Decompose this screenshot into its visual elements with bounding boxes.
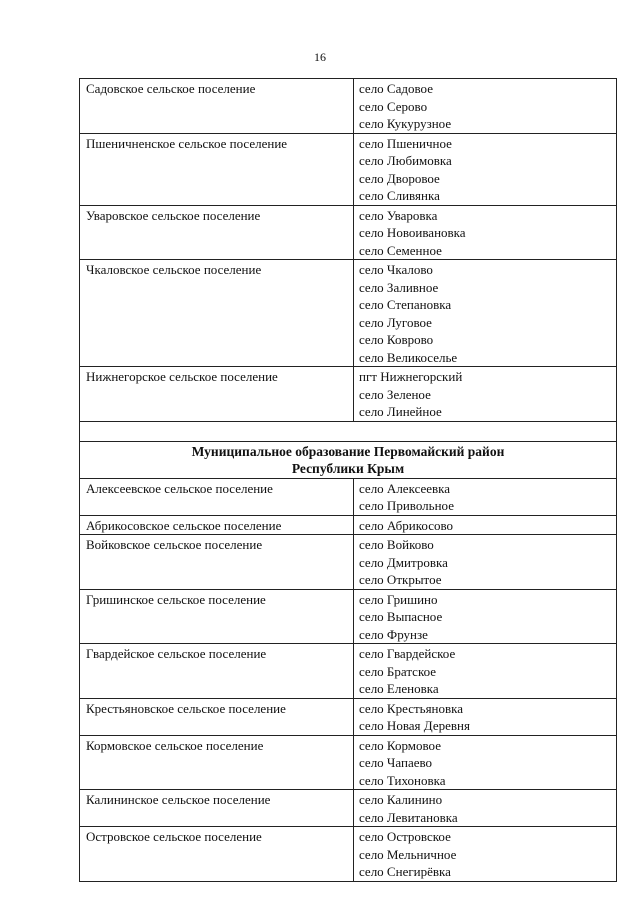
settlement-name: Нижнегорское сельское поселение	[80, 367, 354, 422]
section-heading-row	[80, 441, 617, 478]
village-item: село Степановка	[359, 297, 452, 312]
village-item: село Семенное	[359, 242, 442, 258]
village-list	[354, 735, 617, 790]
village-item: село Зеленое	[359, 386, 431, 402]
village-item: село Пшеничное	[359, 135, 452, 151]
settlement-name: Войковское сельское поселение	[80, 535, 354, 590]
table-row	[80, 367, 617, 422]
section-heading	[80, 441, 617, 478]
village-item: село Еленовка	[359, 681, 439, 696]
table-row	[80, 515, 617, 535]
village-item: село Фрунзе	[359, 626, 428, 642]
settlement-name: Уваровское сельское поселение	[80, 205, 354, 260]
table-row	[80, 735, 617, 790]
village-item: село Привольное	[359, 498, 454, 513]
settlement-name: Алексеевское сельское поселение	[80, 478, 354, 515]
table-row	[80, 644, 617, 699]
table-row	[80, 698, 617, 735]
table-row	[80, 478, 617, 515]
village-item: село Уваровка	[359, 207, 438, 223]
village-item: село Абрикосово	[359, 517, 454, 533]
village-list	[354, 478, 617, 515]
group1-body	[80, 79, 617, 422]
village-item: село Новоивановка	[359, 225, 466, 240]
settlement-name: Гришинское сельское поселение	[80, 589, 354, 644]
village-item: село Гвардейское	[359, 646, 456, 661]
village-item: село Островское	[359, 829, 451, 844]
table-row	[80, 589, 617, 644]
village-item: село Левитановка	[359, 809, 458, 825]
settlements-table	[79, 78, 617, 882]
settlement-name: Островское сельское поселение	[80, 827, 354, 882]
village-item: село Гришино	[359, 591, 438, 607]
village-list	[354, 535, 617, 590]
table-row	[80, 790, 617, 827]
village-list	[354, 260, 617, 367]
village-item: село Заливное	[359, 279, 439, 295]
village-item: село Калинино	[359, 792, 443, 807]
village-item: село Кукурузное	[359, 116, 452, 131]
settlement-name: Абрикосовское сельское поселение	[80, 515, 354, 535]
village-item: село Выпасное	[359, 609, 443, 624]
village-item: село Луговое	[359, 314, 432, 330]
village-list	[354, 79, 617, 134]
table-row	[80, 133, 617, 205]
settlement-name: Чкаловское сельское поселение	[80, 260, 354, 367]
village-item: село Дмитровка	[359, 554, 448, 570]
village-list	[354, 205, 617, 260]
village-item: село Любимовка	[359, 153, 452, 168]
village-item: село Новая Деревня	[359, 718, 470, 733]
village-list	[354, 790, 617, 827]
village-list	[354, 827, 617, 882]
village-item: село Братское	[359, 663, 437, 679]
table-row	[80, 79, 617, 134]
settlement-name: Пшеничненское сельское поселение	[80, 133, 354, 205]
village-list	[354, 133, 617, 205]
table-row	[80, 205, 617, 260]
village-item: село Коврово	[359, 332, 434, 347]
village-item: село Чкалово	[359, 262, 433, 277]
settlement-name: Кормовское сельское поселение	[80, 735, 354, 790]
group2-body	[80, 478, 617, 881]
village-item: село Открытое	[359, 572, 442, 587]
village-item: село Чапаево	[359, 755, 433, 770]
village-item: село Мельничное	[359, 846, 457, 862]
village-item: село Тихоновка	[359, 772, 446, 788]
settlement-name: Калининское сельское поселение	[80, 790, 354, 827]
village-item: село Кормовое	[359, 737, 441, 753]
section-heading-line2: Республики Крым	[291, 461, 405, 476]
village-item: село Крестьяновка	[359, 700, 464, 716]
village-item: село Алексеевка	[359, 480, 451, 496]
table-row	[80, 535, 617, 590]
settlement-name: Крестьяновское сельское поселение	[80, 698, 354, 735]
settlement-name: Садовское сельское поселение	[80, 79, 354, 134]
village-list	[354, 589, 617, 644]
village-list	[354, 644, 617, 699]
village-item: село Линейное	[359, 404, 442, 419]
village-item: село Садовое	[359, 81, 433, 96]
village-item: село Снегирёвка	[359, 864, 451, 879]
village-item: село Сливянка	[359, 188, 440, 203]
village-list	[354, 367, 617, 422]
village-list	[354, 515, 617, 535]
section-heading-line1: Муниципальное образование Первомайский район	[191, 443, 505, 459]
table-row	[80, 827, 617, 882]
village-item: село Дворовое	[359, 170, 440, 186]
table-row	[80, 260, 617, 367]
settlement-name: Гвардейское сельское поселение	[80, 644, 354, 699]
spacer-row	[80, 421, 617, 441]
village-item: село Войково	[359, 537, 434, 552]
page-number: 16	[314, 50, 326, 64]
spacer-cell	[80, 421, 617, 441]
section-heading-body	[80, 421, 617, 478]
village-item: село Серово	[359, 98, 428, 114]
village-item: пгт Нижнегорский	[359, 369, 463, 384]
village-list	[354, 698, 617, 735]
village-item: село Великоселье	[359, 349, 458, 365]
